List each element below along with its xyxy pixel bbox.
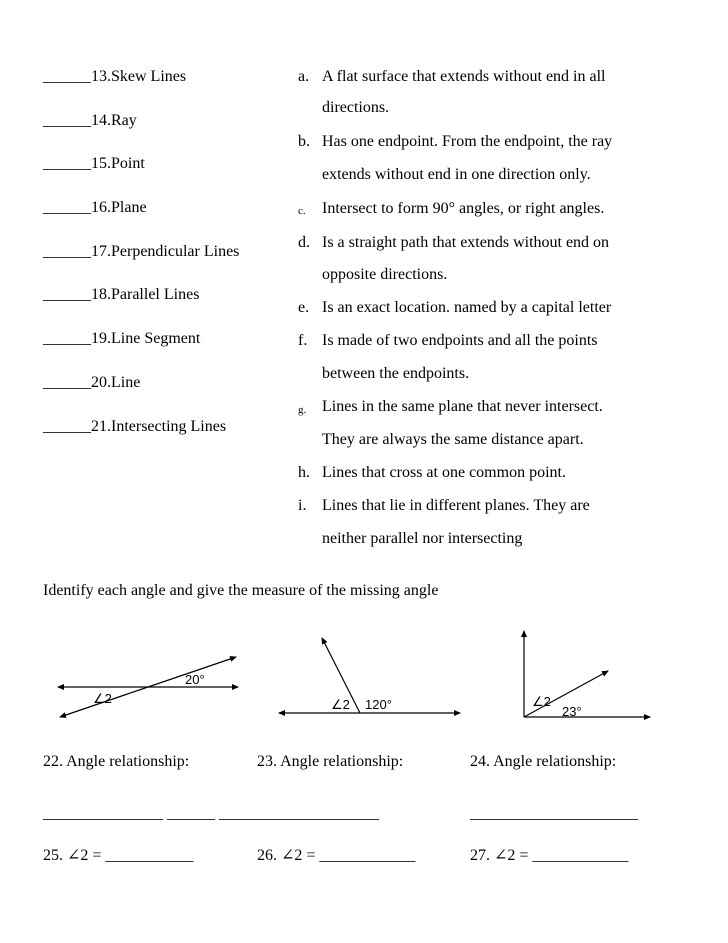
fig1-given-label: 20° [185,672,205,687]
instructions: Identify each angle and give the measure of the missing angle [43,582,439,599]
term-17: ______17.Perpendicular Lines [43,243,240,260]
fig3-given-label: 23° [562,704,582,719]
term-21: ______21.Intersecting Lines [43,418,227,435]
def-a-line2: directions. [322,99,390,116]
figure-2 [275,632,465,722]
fig2-given-label: 120° [365,697,392,712]
def-a-line1: A flat surface that extends without end in all [322,68,606,85]
question-23: 23. Angle relationship: [257,753,404,770]
term-15: ______15.Point [43,155,145,172]
def-d-line2: opposite directions. [322,266,448,283]
def-i-letter: i. [298,497,307,514]
question-24: 24. Angle relationship: [470,753,617,770]
def-d-line1: Is a straight path that extends without end on [322,234,610,251]
term-14: ______14.Ray [43,112,137,129]
term-19: ______19.Line Segment [43,330,201,347]
def-f-line1: Is made of two endpoints and all the points [322,332,598,349]
def-c-line1: Intersect to form 90° angles, or right angles. [322,200,605,217]
def-b-line2: extends without end in one direction only. [322,166,591,183]
def-f-letter: f. [298,332,308,349]
def-e-letter: e. [298,299,310,316]
fig3-unknown-label: ∠2 [532,694,551,709]
def-d-letter: d. [298,234,310,251]
def-a-letter: a. [298,68,310,85]
figure-3 [510,625,660,725]
def-c-letter: c. [298,205,306,217]
answer-line-right[interactable]: _____________________ [470,805,638,822]
def-h-letter: h. [298,464,310,481]
term-20: ______20.Line [43,374,141,391]
def-h-line1: Lines that cross at one common point. [322,464,566,481]
def-g-line1: Lines in the same plane that never intersect. [322,398,603,415]
term-13: ______13.Skew Lines [43,68,187,85]
question-26[interactable]: 26. ∠2 = ____________ [257,847,416,864]
answer-line-left[interactable]: _______________ ______ ____________________ [43,805,379,822]
question-25[interactable]: 25. ∠2 = ___________ [43,847,194,864]
def-b-line1: Has one endpoint. From the endpoint, the ray [322,133,613,150]
def-g-line2: They are always the same distance apart. [322,431,584,448]
question-27[interactable]: 27. ∠2 = ____________ [470,847,629,864]
fig2-unknown-label: ∠2 [331,697,350,712]
fig1-unknown-label: ∠2 [93,691,112,706]
def-i-line2: neither parallel nor intersecting [322,530,523,547]
def-f-line2: between the endpoints. [322,365,470,382]
question-22: 22. Angle relationship: [43,753,190,770]
figure-1 [48,650,248,725]
def-g-letter: g. [298,404,307,416]
def-i-line1: Lines that lie in different planes. They are [322,497,590,514]
term-16: ______16.Plane [43,199,147,216]
def-e-line1: Is an exact location. named by a capital letter [322,299,612,316]
term-18: ______18.Parallel Lines [43,286,200,303]
def-b-letter: b. [298,133,310,150]
